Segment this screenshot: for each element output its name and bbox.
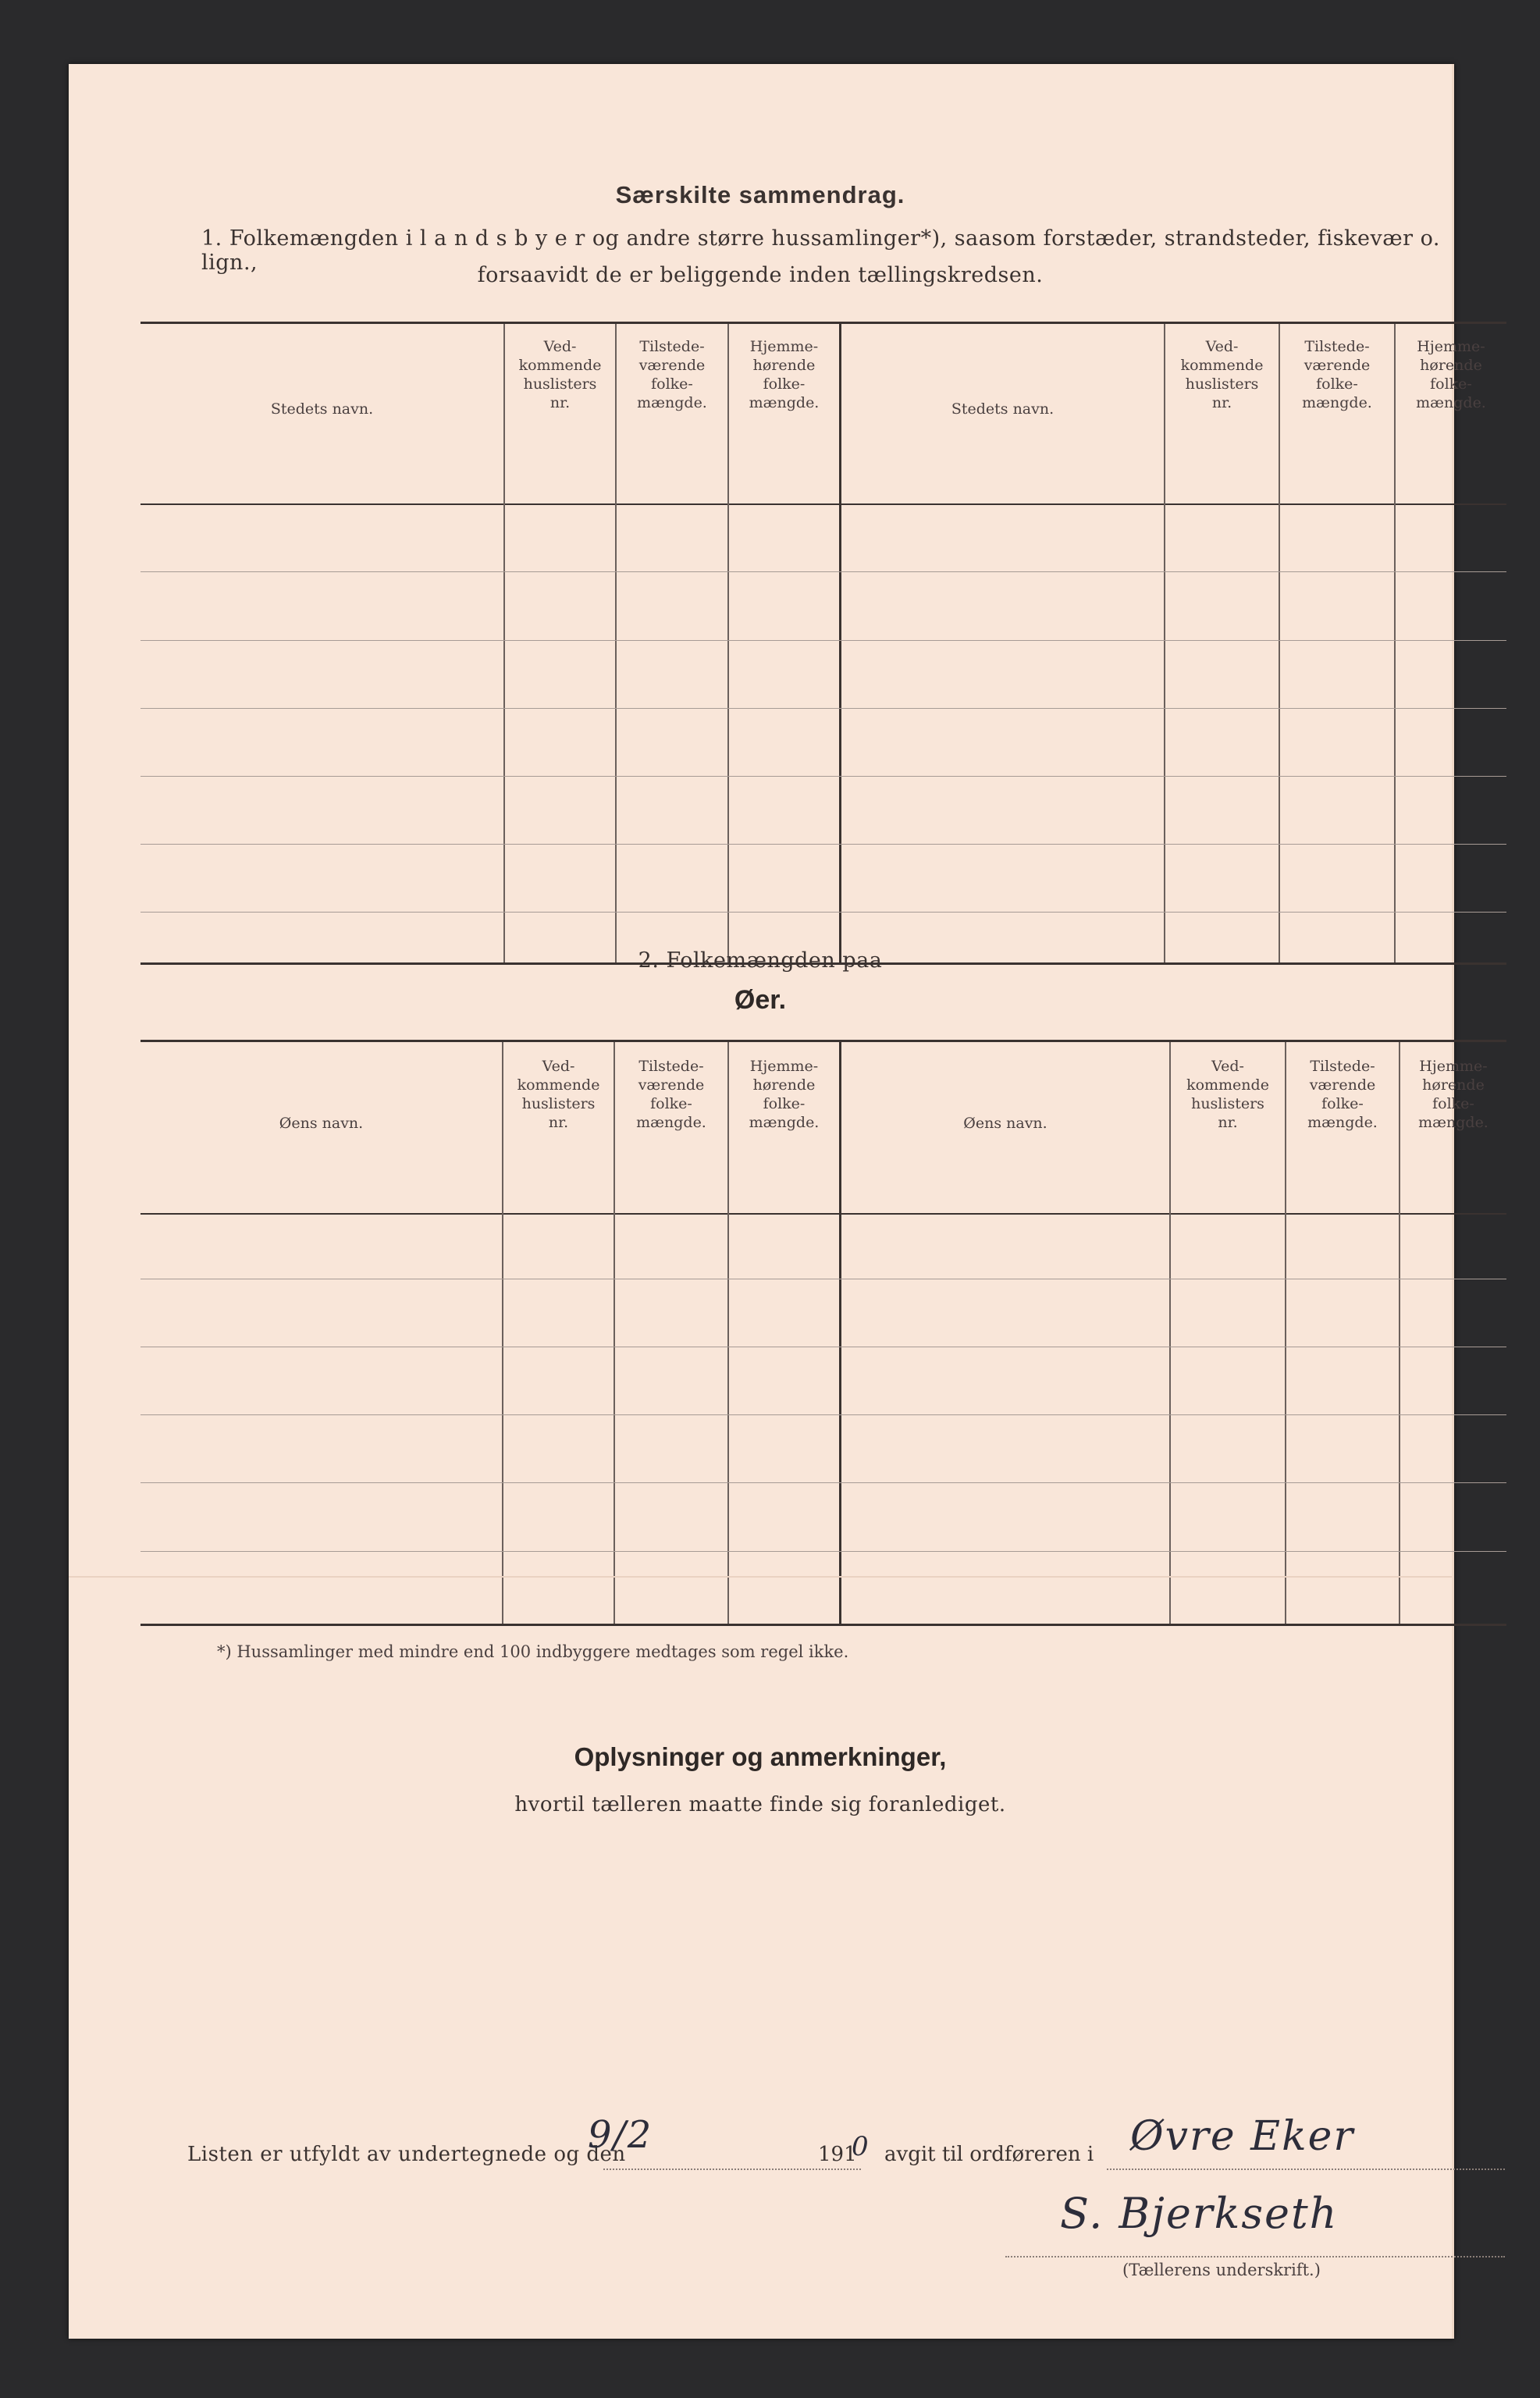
col-island-present-left: Tilstede- værende folke- mængde. xyxy=(636,1058,706,1131)
footnote: *) Hussamlinger med mindre end 100 indbyggere medtages som regel ikke. xyxy=(217,1642,849,1661)
year-handwritten: 0 xyxy=(852,2131,870,2162)
handwritten-municipality: Øvre Eker xyxy=(1130,2113,1355,2160)
col-island-list-nr-left: Ved- kommende huslisters nr. xyxy=(517,1058,600,1131)
col-place-name-right: Stedets navn. xyxy=(951,400,1055,418)
signature-caption: (Tællerens underskrift.) xyxy=(1122,2261,1321,2279)
col-island-name-right: Øens navn. xyxy=(963,1115,1047,1132)
delivered-to-text: avgit til ordføreren i xyxy=(884,2143,1094,2166)
col-island-resident-right: Hjemme- hørende folke- mængde. xyxy=(1418,1058,1488,1131)
col-list-nr-left: Ved- kommende huslisters nr. xyxy=(518,338,602,411)
col-list-nr-right: Ved- kommende huslisters nr. xyxy=(1180,338,1264,411)
handwritten-signature: S. Bjerkseth xyxy=(1060,2189,1339,2238)
signature-dotted-line xyxy=(1005,2256,1505,2257)
col-place-name-left: Stedets navn. xyxy=(270,400,374,418)
col-resident-right: Hjemme- hørende folke- mængde. xyxy=(1416,338,1486,411)
year-printed: 191 xyxy=(818,2143,857,2166)
section1-line1: 1. Folkemængden i l a n d s b y e r og andre større hussamlinger*), saasom forstæder, strandsteder, fiskevær o. lign., xyxy=(201,226,1440,275)
section1-line2: forsaavidt de er beliggende inden tællingskredsen. xyxy=(477,263,1044,287)
completion-text: Listen er utfyldt av undertegnede og den xyxy=(187,2143,626,2166)
census-form-page xyxy=(69,64,1488,2339)
municipality-dotted-line xyxy=(1107,2169,1505,2170)
col-resident-left: Hjemme- hørende folke- mængde. xyxy=(749,338,820,411)
col-present-left: Tilstede- værende folke- mængde. xyxy=(637,338,707,411)
col-present-right: Tilstede- værende folke- mængde. xyxy=(1302,338,1372,411)
remarks-subtitle: hvortil tælleren maatte finde sig foranlediget. xyxy=(514,1793,1006,1816)
section2-table xyxy=(140,1040,1506,1633)
col-island-list-nr-right: Ved- kommende huslisters nr. xyxy=(1186,1058,1269,1131)
col-island-resident-left: Hjemme- hørende folke- mængde. xyxy=(749,1058,820,1131)
col-island-present-right: Tilstede- værende folke- mængde. xyxy=(1307,1058,1378,1131)
paper-fold xyxy=(69,1576,1452,1578)
section2-heading: 2. Folkemængden paa xyxy=(638,948,883,973)
handwritten-date: 9/2 xyxy=(588,2113,653,2157)
date-dotted-line xyxy=(603,2169,861,2170)
col-island-name-left: Øens navn. xyxy=(279,1115,364,1132)
form-title: Særskilte sammendrag. xyxy=(615,181,905,208)
section2-title: Øer. xyxy=(734,985,787,1015)
remarks-title: Oplysninger og anmerkninger, xyxy=(574,1742,947,1771)
section1-table xyxy=(140,322,1506,970)
